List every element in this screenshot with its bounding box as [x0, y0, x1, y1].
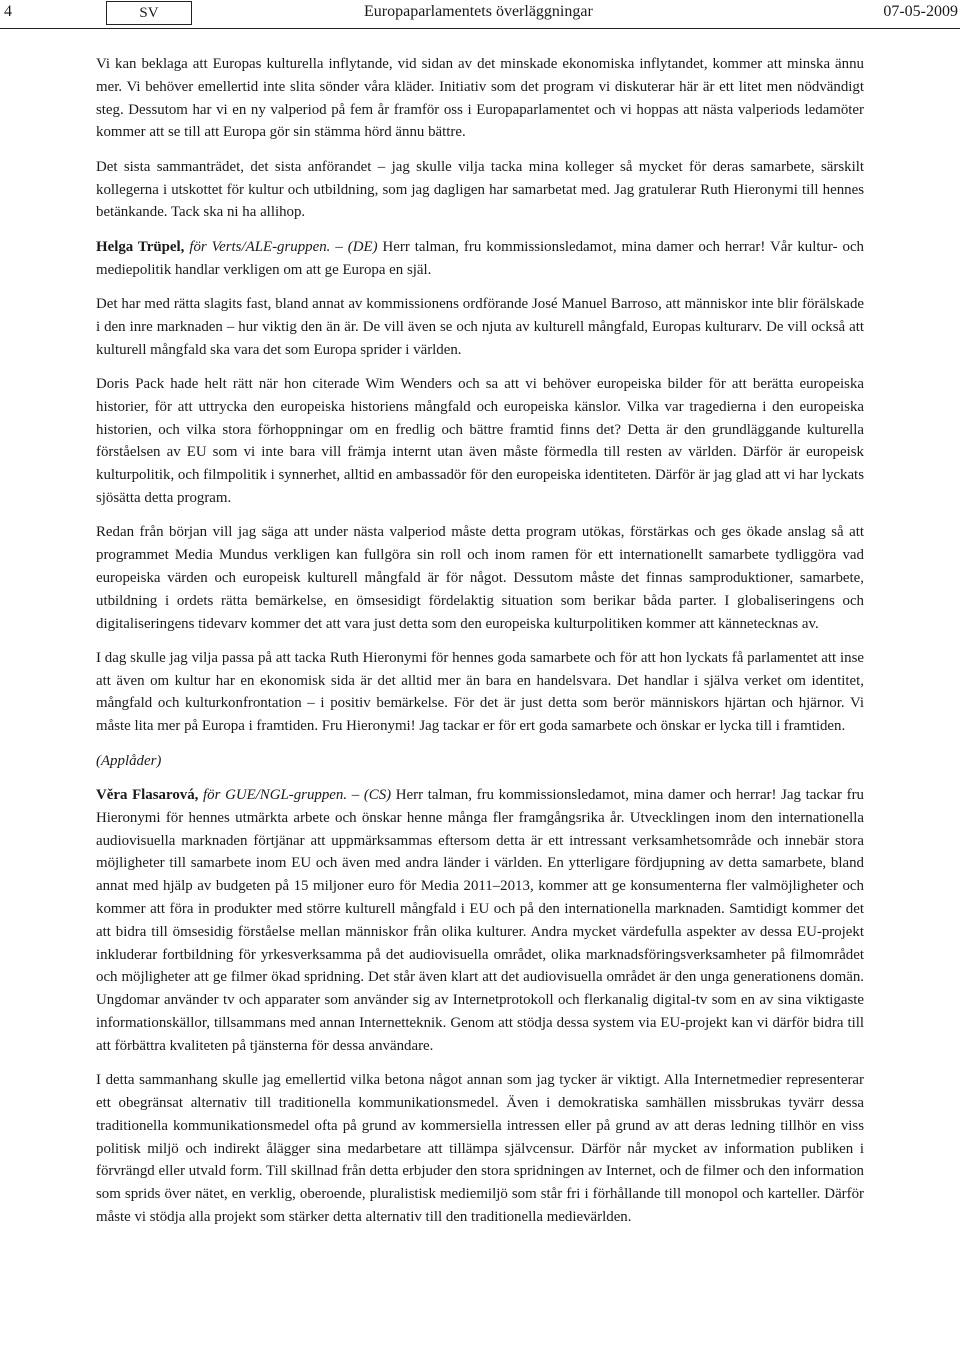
page-header	[0, 0, 960, 29]
session-date: 07-05-2009	[883, 3, 958, 20]
running-title: Europaparlamentets överläggningar	[364, 3, 593, 20]
paragraph: Doris Pack hade helt rätt när hon citerade Wim Wenders och sa att vi behöver europeiska bilder för att berätta europeiska historier, för att uttrycka den europeiska historiens mångfald och europeiska känslor. Vilka var tragedierna i den europeiska historien, och vilka stora förhoppningar om en fredlig och bättre framtid finns det? Detta är den grundläggande kulturella förståelsen av EU som vi inte bara vill främja internt utan även måste förmedla till resten av världen. Därför är europeisk kulturpolitik, och filmpolitik i synnerhet, alltid en ambassadör för den europeiska identiteten. Därför är jag glad att vi har lyckats sjösätta detta program.	[96, 375, 864, 506]
language-tag: – (CS)	[351, 787, 392, 804]
paragraph: I dag skulle jag vilja passa på att tacka Ruth Hieronymi för hennes goda samarbete och för att hon lyckats få parlamentet att inse att även om kultur har en ekonomisk sida är det alltid mer än bara en handelsvara. Det handlar i själva verket om identitet, mångfald och kulturkonfrontation – i positiv bemärkelse. För det är just detta som berör människors hjärtan och hjärnor. Vi måste lita mer på Europa i framtiden. Fru Hieronymi! Jag tackar er för ert goda samarbete och önskar er lycka till i framtiden.	[96, 649, 864, 735]
speaker-affiliation: för GUE/NGL-gruppen.	[203, 787, 348, 804]
speaker-name: Helga Trüpel,	[96, 238, 185, 255]
speaker-affiliation: för Verts/ALE-gruppen.	[189, 238, 331, 255]
language-code-box: SV	[106, 1, 192, 25]
speech-text: Herr talman, fru kommissionsledamot, mina damer och herrar! Jag tackar fru Hieronymi för hennes utmärkta arbete och önskar henne många fler framgångsrika år. Utvecklingen inom den internationella audiovisuella marknaden förtjänar att uppmärksammas eftersom detta är ett intressant verksamhetsområde och innebär stora möjligheter till samarbete inom EU och även med andra länder i världen. En ytterligare fördjupning av detta samarbete, bland annat med hjälp av budgeten på 15 miljoner euro för Media 2011–2013, kommer att ge konsumenterna fler valmöjligheter och kommer att föra in produkter med större kulturell mångfald i EU och på den internationella marknaden. Samtidigt kommer det att bidra till ömsesidig förståelse mellan människor från olika kulturer. Andra mycket värdefulla aspekter av dessa EU-projekt inkluderar fortbildning för yrkesverksamma på det audiovisuella området, olika marknadsföringsverksamheter på filmområdet och möjligheter att ge filmer ökad spridning. Det står även klart att det audiovisuella området är den unga generationens domän. Ungdomar använder tv och apparater som använder sig av Internetprotokoll och flerkanalig digital-tv som en av sina viktigaste informationskällor, tillsammans med annan Internetteknik. Genom att stödja dessa system via EU-projekt kan vi därför bidra till att förbättra kvaliteten på tjänsterna för dessa användare.	[96, 787, 864, 1054]
speech-text: Herr talman, fru kommissionsledamot, mina damer och herrar! Vår kultur- och mediepolitik handlar verkligen om att ge Europa en själ.	[96, 238, 864, 278]
paragraph: Det har med rätta slagits fast, bland annat av kommissionens ordförande José Manuel Barroso, att människor inte blir förälskade i den inre marknaden – hur viktig den än är. De vill även se och njuta av kulturell mångfald, Europas kulturarv. De vill också att kulturell mångfald ska vara det som Europa sprider i världen.	[96, 295, 864, 358]
speaker-name: Věra Flasarová,	[96, 787, 199, 804]
language-tag: – (DE)	[335, 238, 378, 255]
speech-paragraph	[96, 236, 864, 282]
speech-paragraph	[96, 784, 864, 1058]
paragraph: Vi kan beklaga att Europas kulturella inflytande, vid sidan av det minskade ekonomiska inflytandet, kommer att minska ännu mer. Vi behöver emellertid inte slita sönder våra kläder. Initiativ som det program vi diskuterar här är ett litet men nödvändigt steg. Dessutom har vi en ny valperiod på fem år framför oss i Europaparlamentet och vi hoppas att nästa valperiods ledamöter kommer att se till att Europa gör sin stämma hörd ännu bättre.	[96, 56, 864, 141]
page-number: 4	[4, 3, 12, 20]
paragraph: I detta sammanhang skulle jag emellertid vilka betona något annan som jag tycker är viktigt. Alla Internetmedier representerar ett obegränsat alternativ till traditionella kommunikationsmedel. Även i demokratiska samhällen missbrukas tyvärr dessa traditionella kommunikationsmedel ofta på grund av kommersiella intressen eller på grund av att deras ledning tillhör en viss politisk miljö och indirekt ålägger sina medarbetare att tillämpa självcensur. Därför når mycket av information publiken i förvrängd eller utvald form. Till skillnad från detta erbjuder den stora spridningen av Internet, och de filmer och den information som sprids över nätet, en verklig, oberoende, pluralistisk mediemiljö som står fri i förhållande till monopol och karteller. Därför måste vi stödja alla projekt som stärker detta alternativ till den traditionella medievärlden.	[96, 1072, 864, 1225]
applause-note: (Applåder)	[96, 752, 162, 769]
document-body	[96, 53, 864, 1240]
paragraph: Redan från början vill jag säga att under nästa valperiod måste detta program utökas, förstärkas och ges ökade anslag så att programmet Media Mundus verkligen kan fullgöra sin roll och inom ramen för ett internationellt samarbete tydliggöra vad europeiska värden och europeisk kulturell mångfald är för något. Dessutom måste det finnas samproduktioner, samarbete, utbildning i ordets rätta bemärkelse, en ömsesidigt fördelaktig situation som berikar båda parter. I globaliseringens och digitaliseringens tidevarv kommer det att vara just detta som den europeiska kulturpolitiken kommer att kännetecknas av.	[96, 524, 864, 632]
paragraph: Det sista sammanträdet, det sista anförandet – jag skulle vilja tacka mina kolleger så mycket för deras samarbete, särskilt kollegerna i utskottet för kultur och utbildning, som jag dagligen har samarbetat med. Jag gratulerar Ruth Hieronymi till hennes betänkande. Tack ska ni ha allihop.	[96, 158, 864, 221]
